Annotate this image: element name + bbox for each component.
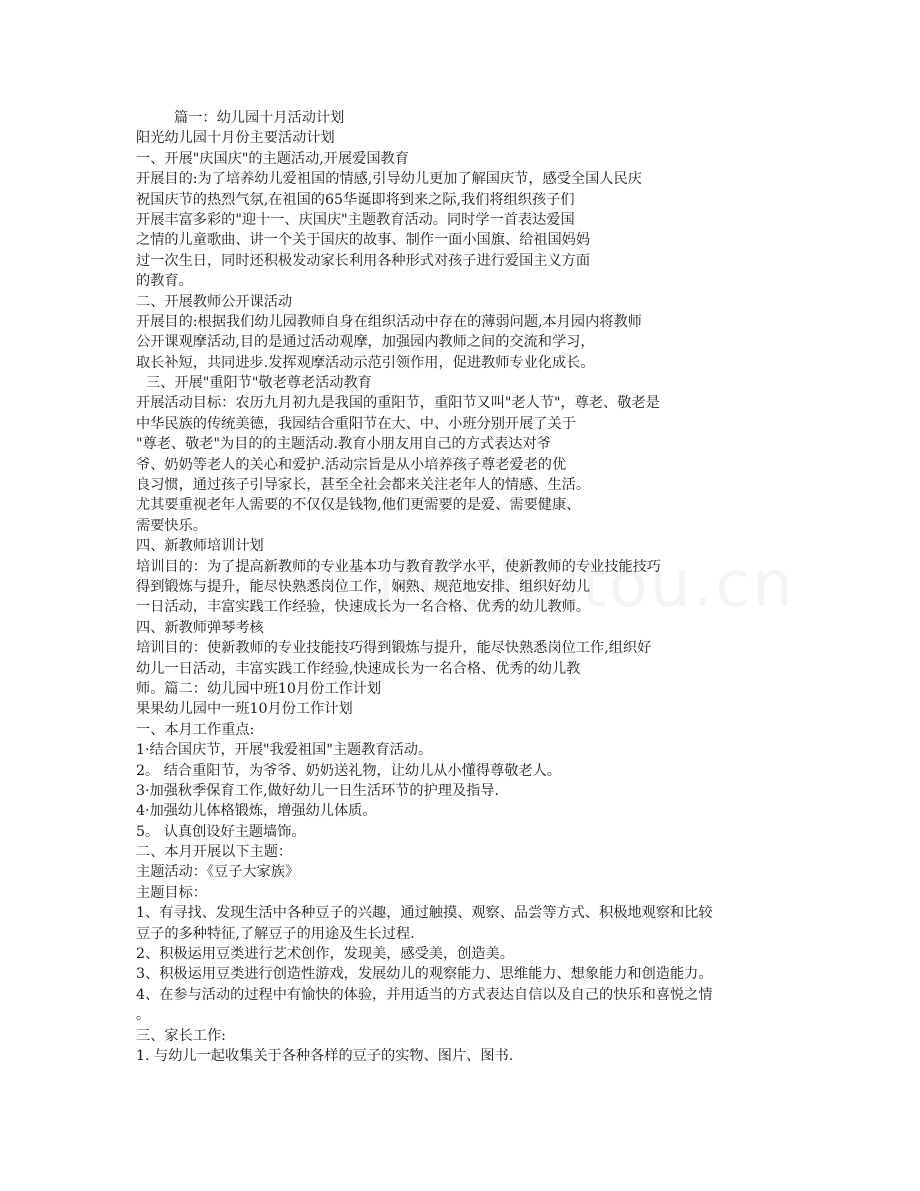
paragraph-line: 培训目的：使新教师的专业技能技巧得到锻炼与提升，能尽快熟悉岗位工作,组织好 bbox=[136, 640, 652, 657]
paragraph-line: 开展目的:根据我们幼儿园教师自身在组织活动中存在的薄弱问题,本月园内将教师 bbox=[136, 313, 642, 330]
heading: 二、开展教师公开课活动 bbox=[136, 293, 293, 310]
paragraph-line: 。 bbox=[136, 1007, 151, 1024]
paragraph-line: 开展活动目标：农历九月初九是我国的重阳节，重阳节又叫"老人节"，尊老、敬老是 bbox=[136, 395, 660, 412]
list-item: 5。 认真创设好主题墙饰。 bbox=[136, 823, 306, 840]
paragraph-line: 尤其要重视老年人需要的不仅仅是钱物,他们更需要的是爱、需要健康、 bbox=[136, 497, 581, 514]
list-item: 1·结合国庆节，开展"我爱祖国"主题教育活动。 bbox=[136, 742, 433, 759]
paragraph-line: 的教育。 bbox=[136, 273, 193, 290]
plan-title: 阳光幼儿园十月份主要活动计划 bbox=[136, 130, 335, 147]
paragraph-line: "尊老、敬老"为目的的主题活动.教育小朋友用自己的方式表达对爷 bbox=[136, 436, 551, 453]
list-item: 4·加强幼儿体格锻炼，增强幼儿体质。 bbox=[136, 803, 377, 820]
paragraph-line: 中华民族的传统美德，我园结合重阳节在大、中、小班分别开展了关于 bbox=[136, 415, 576, 432]
paragraph-line: 师。篇二：幼儿园中班10月份工作计划 bbox=[136, 680, 382, 697]
plan-title: 果果幼儿园中一班10月份工作计划 bbox=[136, 701, 353, 718]
list-item: 1、有寻找、发现生活中各种豆子的兴趣，通过触摸、观察、品尝等方式、积极地观察和比较 bbox=[136, 905, 713, 922]
section-title: 篇一：幼儿园十月活动计划 bbox=[174, 110, 345, 126]
list-item: 1. 与幼儿一起收集关于各种各样的豆子的实物、图片、图书. bbox=[136, 1047, 514, 1064]
paragraph-line: 之情的儿童歌曲、讲一个关于国庆的故事、制作一面小国旗、给祖国妈妈 bbox=[136, 232, 591, 249]
document-body bbox=[136, 108, 796, 1066]
paragraph-line: 开展丰富多彩的"迎十一、庆国庆"主题教育活动。同时学一首表达爱国 bbox=[136, 211, 575, 228]
paragraph-line: 过一次生日，同时还积极发动家长利用各种形式对孩子进行爱国主义方面 bbox=[136, 252, 591, 269]
heading: 三、开展"重阳节"敬老尊老活动教育 bbox=[146, 375, 372, 392]
paragraph-line: 得到锻炼与提升，能尽快熟悉岗位工作，娴熟、规范地安排、组织好幼儿 bbox=[136, 578, 591, 595]
heading: 二、本月开展以下主题： bbox=[136, 844, 293, 861]
list-item: 3、积极运用豆类进行创造性游戏，发展幼儿的观察能力、思维能力、想象能力和创造能力。 bbox=[136, 966, 713, 983]
list-item: 2、积极运用豆类进行艺术创作，发现美，感受美，创造美。 bbox=[136, 946, 514, 963]
heading: 一、开展"庆国庆"的主题活动,开展爱国教育 bbox=[136, 150, 409, 167]
paragraph-line: 开展目的:为了培养幼儿爱祖国的情感,引导幼儿更加了解国庆节，感受全国人民庆 bbox=[136, 171, 642, 188]
paragraph-line: 培训目的：为了提高新教师的专业基本功与教育教学水平，使新教师的专业技能技巧 bbox=[136, 558, 661, 575]
list-item: 4、在参与活动的过程中有愉快的体验，并用适当的方式表达自信以及自己的快乐和喜悦之情 bbox=[136, 986, 713, 1003]
paragraph-line: 豆子的多种特征,了解豆子的用途及生长过程. bbox=[136, 925, 415, 942]
paragraph-line: 祝国庆节的热烈气氛,在祖国的65华诞即将到来之际,我们将组织孩子们 bbox=[136, 191, 575, 208]
paragraph-line: 良习惯，通过孩子引导家长，甚至全社会都来关注老年人的情感、生活。 bbox=[136, 477, 591, 494]
paragraph-line: 取长补短，共同进步.发挥观摩活动示范引领作用，促进教师专业化成长。 bbox=[136, 354, 595, 371]
list-item: 2。 结合重阳节，为爷爷、奶奶送礼物，让幼儿从小懂得尊敬老人。 bbox=[136, 762, 561, 779]
heading: 一、本月工作重点: bbox=[136, 721, 255, 738]
paragraph-line: 一日活动，丰富实践工作经验，快速成长为一名合格、优秀的幼儿教师。 bbox=[136, 599, 591, 616]
paragraph-line: 需要快乐。 bbox=[136, 517, 207, 534]
heading: 三、家长工作: bbox=[136, 1027, 226, 1044]
paragraph-line: 爷、奶奶等老人的关心和爱护.活动宗旨是从小培养孩子尊老爱老的优 bbox=[136, 456, 567, 473]
heading: 四、新教师培训计划 bbox=[136, 538, 264, 555]
paragraph-line: 公开课观摩活动,目的是通过活动观摩，加强园内教师之间的交流和学习， bbox=[136, 334, 595, 351]
list-item: 3·加强秋季保育工作,做好幼儿一日生活环节的护理及指导. bbox=[136, 782, 500, 799]
paragraph-line: 主题目标： bbox=[136, 884, 207, 901]
paragraph-line: 主题活动：《豆子大家族》 bbox=[136, 864, 300, 881]
paragraph-line: 幼儿一日活动，丰富实践工作经验,快速成长为一名合格、优秀的幼儿教 bbox=[136, 660, 581, 677]
heading: 四、新教师弹琴考核 bbox=[136, 619, 264, 636]
